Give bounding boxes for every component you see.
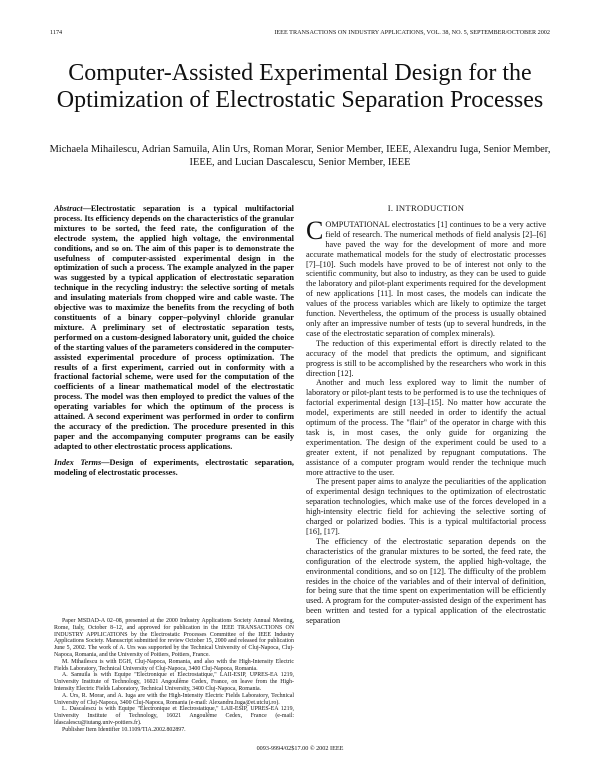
footnote-paragraph: Paper MSDAD-A 02–08, presented at the 2000 Industry Applications Society Annual Meeting, Rome, Italy, October 8–12, and approved for publication in the IEEE TRANSACTIONS ON INDUSTRY APPLICATIONS by the Electrostatic Processes Committee of the IEEE Industry Applications Society. Manuscript submitted for review October 15, 2000 and released for publication June 5, 2002. The work of A. Urs was supported by the Technical University of Cluj-Napoca, Cluj-Napoca, Romania, and the University of Poitiers, Poitiers, France. (54, 618, 294, 658)
abstract-text: Electrostatic separation is a typical multifactorial process. Its efficiency depends on the characteristics of the granular mixtures to be sorted, the feed rate, the configuration of the electrode system, the applied high voltage, the environmental conditions, and so on. The aim of this paper is to demonstrate the usefulness of computer-assisted experimental design in the optimization of such a process. The example analyzed in the paper was suggested by a typical application of electrostatic separation technique in the recycling industry: the selective sorting of metals and insulating materials from chopped wire and cable waste. The objective was to maximize the benefits from the recycling of both constituents of a binary copper–polyvinyl chloride granular mixture. A preliminary set of electrostatic separation tests, performed on a custom-designed laboratory unit, guided the choice of the starting values of the parameters considered in the computer-assisted experimental procedure of process optimization. The results of a first experiment, carried out in conformity with a fractional factorial scheme, were used for the computation of the coefficients of a linear mathematical model of the electrostatic process. The model was then employed to predict the values of the operating variables for which the optimum of the process is attained. A second experiment was performed in order to confirm the accuracy of the prediction. The procedure presented in this paper and the accompanying computer programs can be easily adapted to other electrostatic process applications. (54, 204, 294, 451)
author-list: Michaela Mihailescu, Adrian Samuila, Alin Urs, Roman Morar, Senior Member, IEEE, Alexandru Iuga, Senior Member, IEEE, and Lucian Dascalescu, Senior Member, IEEE (49, 144, 551, 168)
journal-header: IEEE TRANSACTIONS ON INDUSTRY APPLICATIONS, VOL. 38, NO. 5, SEPTEMBER/OCTOBER 2002 (274, 29, 550, 36)
page-number: 1174 (50, 29, 63, 36)
body-paragraph: COMPUTATIONAL electrostatics [1] continues to be a very active field of research. The numerical methods of field analysis [2]–[6] have paved the way for the development of more and more accurate mathematical models for the study of electrostatic processes [7]–[10]. Such models have proved to be of interest not only to the scientific community, but also to industry, as they can be used to guide the laboratory and pilot-plant experiments required for the development of new applications [11]. In most cases, the models can indicate the values of the process variables which are likely to optimize the target function. Nevertheless, the optimum of the process is usually obtained only after an impressive number of tests (up to several hundreds, in the case of the electrostatic separation of complex minerals). (306, 215, 546, 338)
abstract (54, 204, 294, 452)
body-paragraph: Another and much less explored way to limit the number of laboratory or pilot-plant tests to be performed is to use the techniques of factorial experimental design [13]–[15]. No matter how accurate the model, experiments are still needed in order to identify the actual optimum of the process. The "flair" of the operator in charge with this task is, in most cases, the only guide for organizing the experimentation. The design of the experiment could be used to a greater extent, if not penalized by repugnant computations. The assistance of a computer program would render the technique much more attractive to the user. (306, 378, 546, 477)
footnote-paragraph: Publisher Item Identifier 10.1109/TIA.2002.802897. (62, 726, 186, 733)
running-header (50, 29, 550, 39)
footnote-paragraph: L. Dascalescu is with Equipe "Electronique et Electrostatique," LAII-ESIP, UPRES-EA 1219, University Institute of Technology, 16021 Angoulême Cedex, France (e-mail: ldascalescu@iutang.univ-poitiers.fr). (54, 706, 294, 726)
body-paragraph: The efficiency of the electrostatic separation depends on the characteristics of the granular mixtures to be sorted, the feed rate, the configuration of the electrode system, the applied high-voltage, the environmental conditions, and so on [12]. The difficulty of the problem resides in the choice of the variables and of their interval of definition, for being sure that the time spent on experimentation will be efficiently used. A program for the computer-assisted design of the experiment has been written and tested for a typical application of the electrostatic separation (306, 536, 546, 626)
abstract-label: Abstract— (54, 204, 91, 213)
right-column (306, 204, 546, 626)
section-heading: I. INTRODUCTION (387, 203, 465, 213)
body-paragraph: The reduction of this experimental effort is directly related to the accuracy of the model that predicts the optimum, and significant progress is still to be accomplished by the researchers who work in this direction [12]. (306, 338, 546, 378)
index-terms-label: Index Terms— (54, 457, 110, 467)
index-terms-text: Design of experiments, electrostatic separation, modeling of electrostatic processes. (54, 457, 295, 477)
left-column (54, 204, 294, 477)
body-paragraph: The present paper aims to analyze the peculiarities of the application of experimental design techniques to the optimization of electrostatic separation technologies, which make use of the forces developed in a high-intensity electric field for achieving the selective sorting of charged or polarized bodies. This is a typical multifactorial process [16], [17]. (306, 477, 546, 536)
copyright-footer: 0093-9994/02$17.00 © 2002 IEEE (256, 745, 344, 752)
index-terms (54, 458, 294, 478)
footnotes (54, 618, 294, 734)
footnote-paragraph: M. Mihailescu is with EGH, Cluj-Napoca, Romania, and also with the High-Intensity Electric Fields Laboratory, Technical University of Cluj-Napoca, 3400 Cluj-Napoca, Romania. (54, 658, 294, 672)
footnote-paragraph: A. Urs, R. Morar, and A. Iuga are with the High-Intensity Electric Fields Laboratory, Technical University of Cluj-Napoca, 3400 Cluj-Napoca, Romania (e-mail: Alexandru.Iuga@et.utcluj.ro). (54, 692, 294, 706)
drop-cap: C (306, 215, 324, 245)
footnote-paragraph: A. Samuila is with Equipe "Electronique et Electrostatique," LAII-ESIP, UPRES-EA 1219, University Institute of Technology, 16021 Angoulême Cedex, France, on leave from the High-Intensity Electric Fields Laboratory, Technical University, 3400 Cluj-Napoca, Romania. (54, 672, 294, 692)
paper-title: Computer-Assisted Experimental Design for the Optimization of Electrostatic Separation Processes (56, 60, 544, 113)
